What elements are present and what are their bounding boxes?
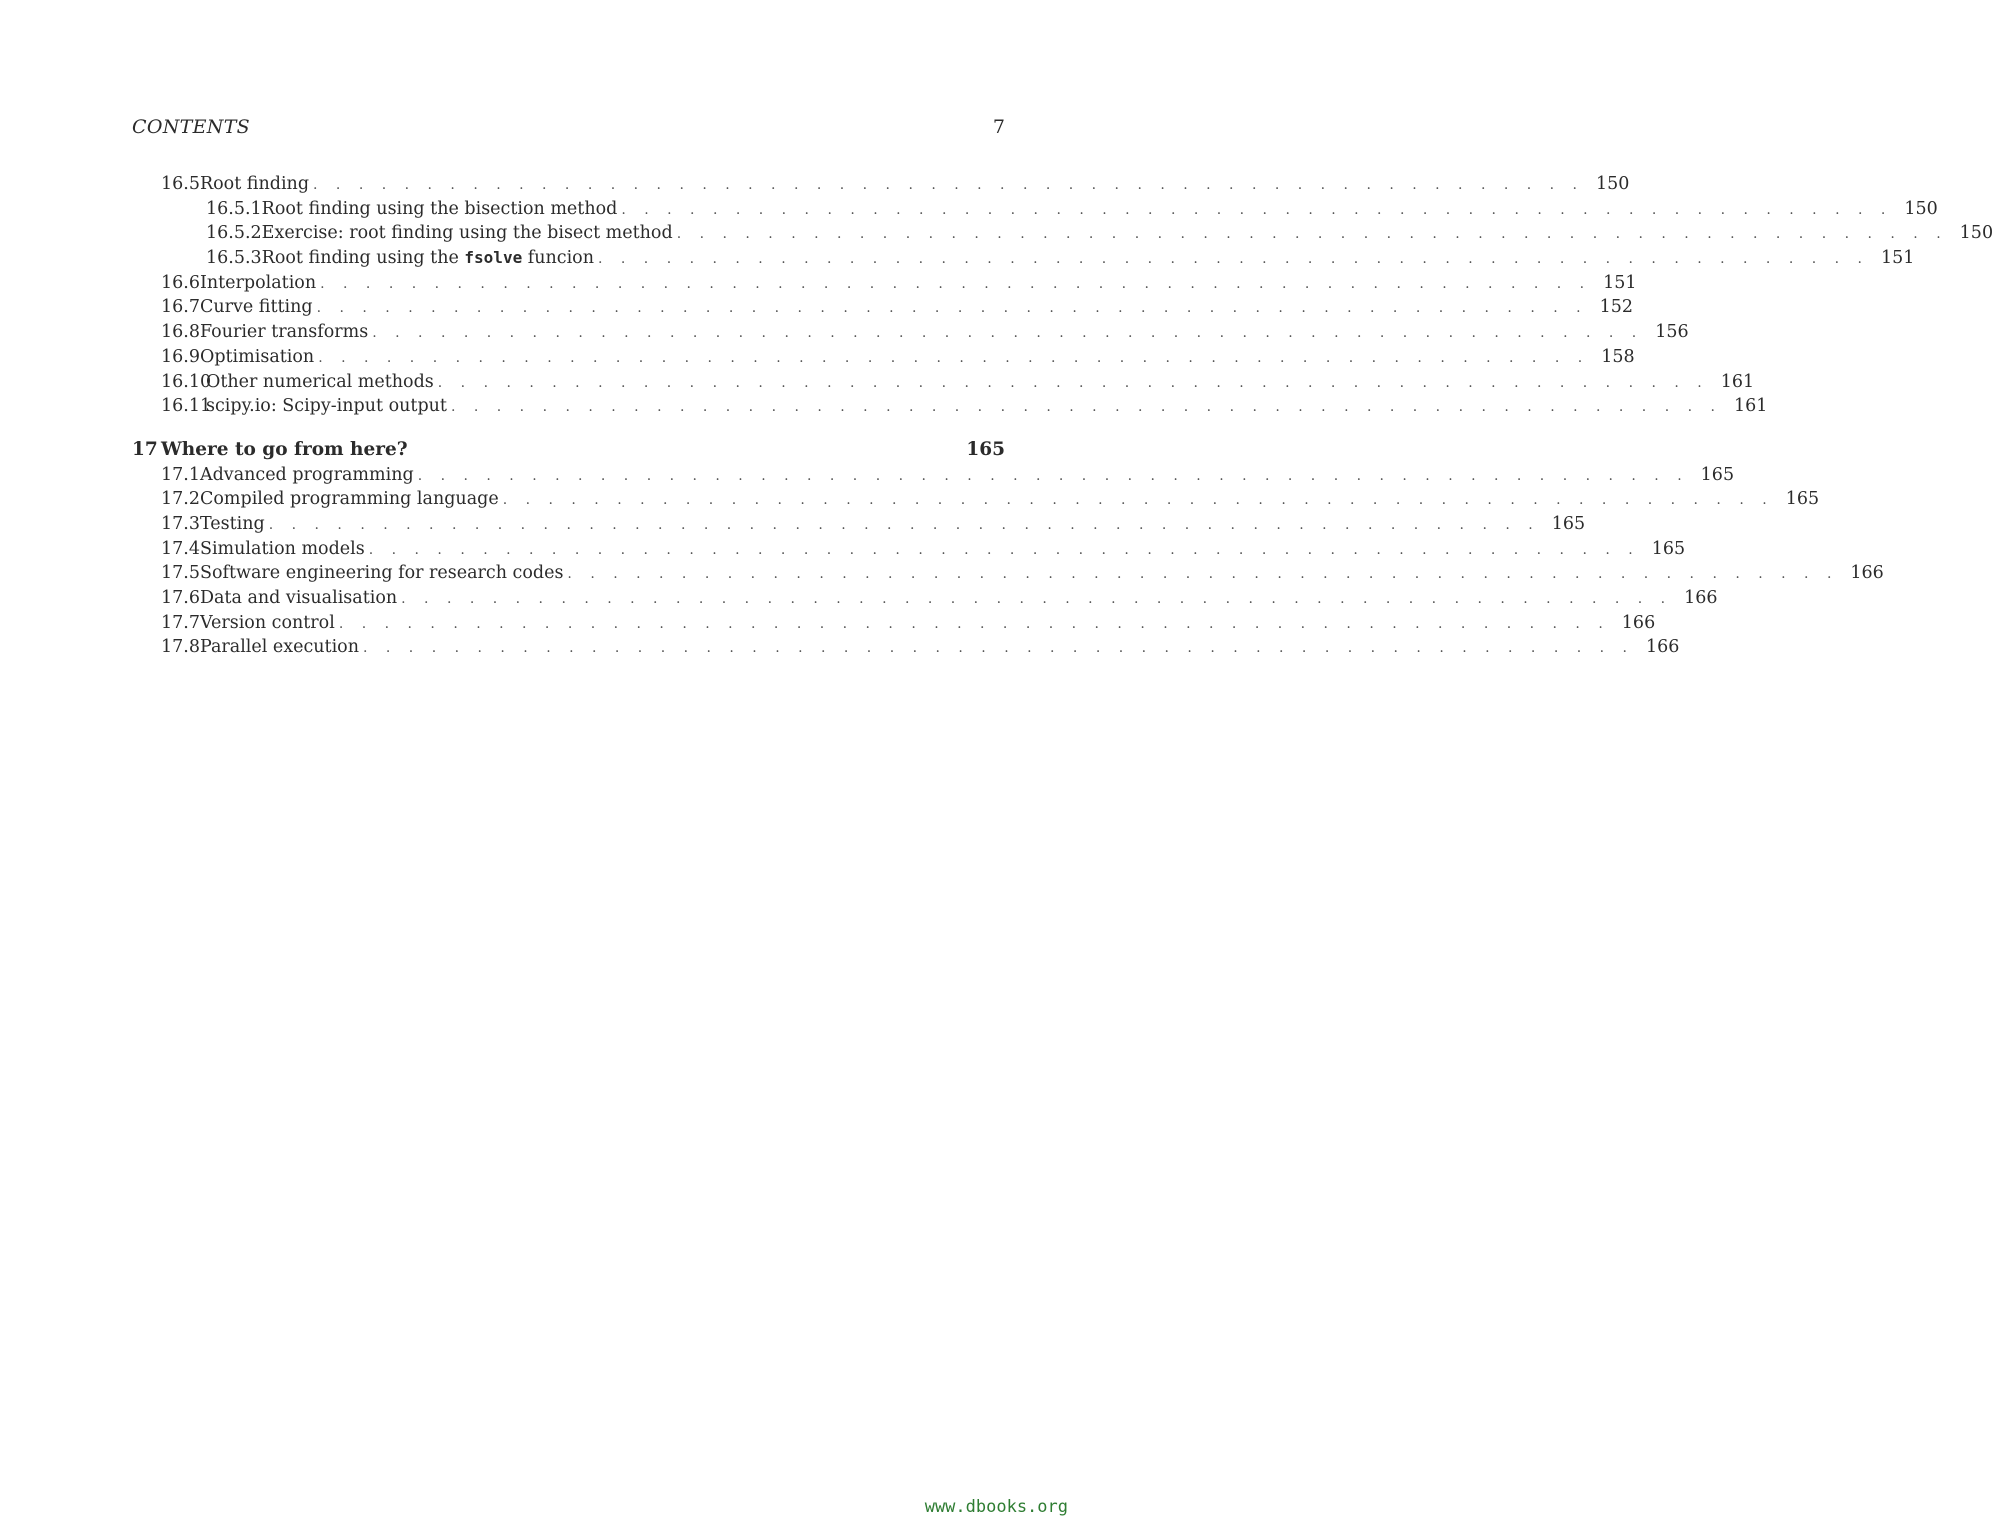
toc-entry-16-5-1[interactable]: 16.5.1 Root finding using the bisection method . . . . . . . . . . . . . . . . . . . . . . . . . . . . . . . . . . . . . . . . . . . . . . . . . . . . . . . . 150 (132, 197, 1005, 222)
page-number: 7 (992, 116, 1005, 138)
leader-dots: . . . . . . . . . . . . . . . . . . . . . . . . . . . . . . . . . . . . . . . . . . . . . . . . . . . . . . . . (567, 566, 1839, 583)
toc-entry-16-6[interactable]: 16.6 Interpolation . . . . . . . . . . . . . . . . . . . . . . . . . . . . . . . . . . . . . . . . . . . . . . . . . . . . . . . . 151 (132, 271, 1005, 296)
toc-page: 166 (1621, 612, 1656, 633)
leader-dots: . . . . . . . . . . . . . . . . . . . . . . . . . . . . . . . . . . . . . . . . . . . . . . . . . . . . . . . . (318, 349, 1590, 366)
toc-entry-17-4[interactable]: 17.4 Simulation models . . . . . . . . . . . . . . . . . . . . . . . . . . . . . . . . . . . . . . . . . . . . . . . . . . . . . . . . 165 (132, 537, 1005, 562)
running-title: CONTENTS (132, 116, 250, 138)
toc-page: 166 (1645, 637, 1680, 658)
toc-entry-16-5[interactable]: 16.5 Root finding . . . . . . . . . . . . . . . . . . . . . . . . . . . . . . . . . . . . . . . . . . . . . . . . . . . . . . . . 150 (132, 172, 1005, 197)
toc-entry-16-7[interactable]: 16.7 Curve fitting . . . . . . . . . . . . . . . . . . . . . . . . . . . . . . . . . . . . . . . . . . . . . . . . . . . . . . . . 152 (132, 295, 1005, 320)
leader-dots: . . . . . . . . . . . . . . . . . . . . . . . . . . . . . . . . . . . . . . . . . . . . . . . . . . . . . . . . (598, 251, 1869, 268)
toc-page: 166 (1684, 588, 1718, 608)
leader-dots: . . . . . . . . . . . . . . . . . . . . . . . . . . . . . . . . . . . . . . . . . . . . . . . . . . . . . . . . (417, 467, 1689, 484)
toc-entry-16-8[interactable]: 16.8 Fourier transforms . . . . . . . . . . . . . . . . . . . . . . . . . . . . . . . . . . . . . . . . . . . . . . . . . . . . . . . . 156 (132, 320, 1005, 345)
toc-entry-17-6[interactable]: 17.6 Data and visualisation . . . . . . . . . . . . . . . . . . . . . . . . . . . . . . . . . . . . . . . . . . . . . . . . . . . . . . . . 166 (132, 586, 1005, 611)
toc-entry-17-1[interactable]: 17.1 Advanced programming . . . . . . . . . . . . . . . . . . . . . . . . . . . . . . . . . . . . . . . . . . . . . . . . . . . . . . . . 165 (132, 463, 1005, 488)
leader-dots: . . . . . . . . . . . . . . . . . . . . . . . . . . . . . . . . . . . . . . . . . . . . . . . . . . . . . . . . (316, 300, 1588, 317)
leader-dots: . . . . . . . . . . . . . . . . . . . . . . . . . . . . . . . . . . . . . . . . . . . . . . . . . . . . . . . . (372, 325, 1644, 342)
toc-entry-17-7[interactable]: 17.7 Version control . . . . . . . . . . . . . . . . . . . . . . . . . . . . . . . . . . . . . . . . . . . . . . . . . . . . . . . . 166 (132, 611, 1005, 636)
toc-page: 165 (1651, 538, 1686, 559)
leader-dots: . . . . . . . . . . . . . . . . . . . . . . . . . . . . . . . . . . . . . . . . . . . . . . . . . . . . . . . . (437, 374, 1709, 391)
leader-dots: . . . . . . . . . . . . . . . . . . . . . . . . . . . . . . . . . . . . . . . . . . . . . . . . . . . . . . . . (621, 201, 1893, 218)
toc-page: 151 (1880, 248, 1915, 269)
toc-entry-17-8[interactable]: 17.8 Parallel execution . . . . . . . . . . . . . . . . . . . . . . . . . . . . . . . . . . . . . . . . . . . . . . . . . . . . . . . . 166 (132, 635, 1005, 660)
leader-dots: . . . . . . . . . . . . . . . . . . . . . . . . . . . . . . . . . . . . . . . . . . . . . . . . . . . . . . . . (502, 492, 1774, 509)
toc-page: 165 (1551, 513, 1586, 534)
toc-page: 151 (1603, 272, 1637, 293)
toc-page: 166 (1850, 563, 1884, 584)
leader-dots: . . . . . . . . . . . . . . . . . . . . . . . . . . . . . . . . . . . . . . . . . . . . . . . . . . . . . . . . (450, 399, 1722, 416)
toc-entry-16-11[interactable]: 16.11 scipy.io: Scipy-input output . . . . . . . . . . . . . . . . . . . . . . . . . . . . . . . . . . . . . . . . . . . . . . . . . . . . . . . . 161 (132, 394, 1005, 419)
toc-page: 161 (1733, 396, 1768, 417)
leader-dots: . . . . . . . . . . . . . . . . . . . . . . . . . . . . . . . . . . . . . . . . . . . . . . . . . . . . . . . . (313, 177, 1585, 193)
toc-entry-16-9[interactable]: 16.9 Optimisation . . . . . . . . . . . . . . . . . . . . . . . . . . . . . . . . . . . . . . . . . . . . . . . . . . . . . . . . 158 (132, 345, 1005, 370)
toc-chapter-17[interactable]: 17 Where to go from here? 165 (132, 438, 1005, 463)
toc-page: 150 (1596, 174, 1630, 194)
code-fsolve: fsolve (464, 248, 523, 268)
toc-page: 165 (1785, 489, 1820, 510)
leader-dots: . . . . . . . . . . . . . . . . . . . . . . . . . . . . . . . . . . . . . . . . . . . . . . . . . . . . . . . . (676, 226, 1948, 243)
toc-entry-16-5-2[interactable]: 16.5.2 Exercise: root finding using the bisect method . . . . . . . . . . . . . . . . . . . . . . . . . . . . . . . . . . . . . . . . . . . . . . . . . . . . . . . . 150 (132, 221, 1005, 246)
toc-page: 150 (1959, 223, 1993, 244)
watermark-url[interactable]: www.dbooks.org (924, 1497, 1068, 1517)
toc-page: 150 (1904, 198, 1938, 219)
toc-page: 152 (1599, 297, 1633, 318)
table-of-contents (132, 172, 1993, 660)
toc-page: 158 (1601, 346, 1635, 367)
toc-page: 161 (1720, 371, 1755, 392)
toc-entry-16-5-3[interactable]: 16.5.3 Root finding using the fsolve funcion . . . . . . . . . . . . . . . . . . . . . . . . . . . . . . . . . . . . . . . . . . . . . . . . . . . . . . . . 151 (132, 246, 1005, 271)
toc-page: 156 (1655, 322, 1689, 343)
leader-dots: . . . . . . . . . . . . . . . . . . . . . . . . . . . . . . . . . . . . . . . . . . . . . . . . . . . . . . . . (368, 541, 1640, 558)
page-header (132, 116, 1005, 144)
leader-dots: . . . . . . . . . . . . . . . . . . . . . . . . . . . . . . . . . . . . . . . . . . . . . . . . . . . . . . . . (338, 615, 1610, 632)
leader-dots: . . . . . . . . . . . . . . . . . . . . . . . . . . . . . . . . . . . . . . . . . . . . . . . . . . . . . . . . (363, 640, 1634, 657)
toc-entry-17-5[interactable]: 17.5 Software engineering for research codes . . . . . . . . . . . . . . . . . . . . . . . . . . . . . . . . . . . . . . . . . . . . . . . . . . . . . . . . 166 (132, 561, 1005, 586)
toc-entry-17-3[interactable]: 17.3 Testing . . . . . . . . . . . . . . . . . . . . . . . . . . . . . . . . . . . . . . . . . . . . . . . . . . . . . . . . 165 (132, 512, 1005, 537)
leader-dots: . . . . . . . . . . . . . . . . . . . . . . . . . . . . . . . . . . . . . . . . . . . . . . . . . . . . . . . . (268, 516, 1540, 533)
toc-entry-16-10[interactable]: 16.10 Other numerical methods . . . . . . . . . . . . . . . . . . . . . . . . . . . . . . . . . . . . . . . . . . . . . . . . . . . . . . . . 161 (132, 370, 1005, 395)
toc-entry-17-2[interactable]: 17.2 Compiled programming language . . . . . . . . . . . . . . . . . . . . . . . . . . . . . . . . . . . . . . . . . . . . . . . . . . . . . . . . 165 (132, 487, 1005, 512)
leader-dots: . . . . . . . . . . . . . . . . . . . . . . . . . . . . . . . . . . . . . . . . . . . . . . . . . . . . . . . . (320, 275, 1592, 292)
toc-page: 165 (966, 438, 1005, 460)
leader-dots: . . . . . . . . . . . . . . . . . . . . . . . . . . . . . . . . . . . . . . . . . . . . . . . . . . . . . . . . (401, 591, 1673, 607)
toc-page: 165 (1700, 464, 1735, 485)
